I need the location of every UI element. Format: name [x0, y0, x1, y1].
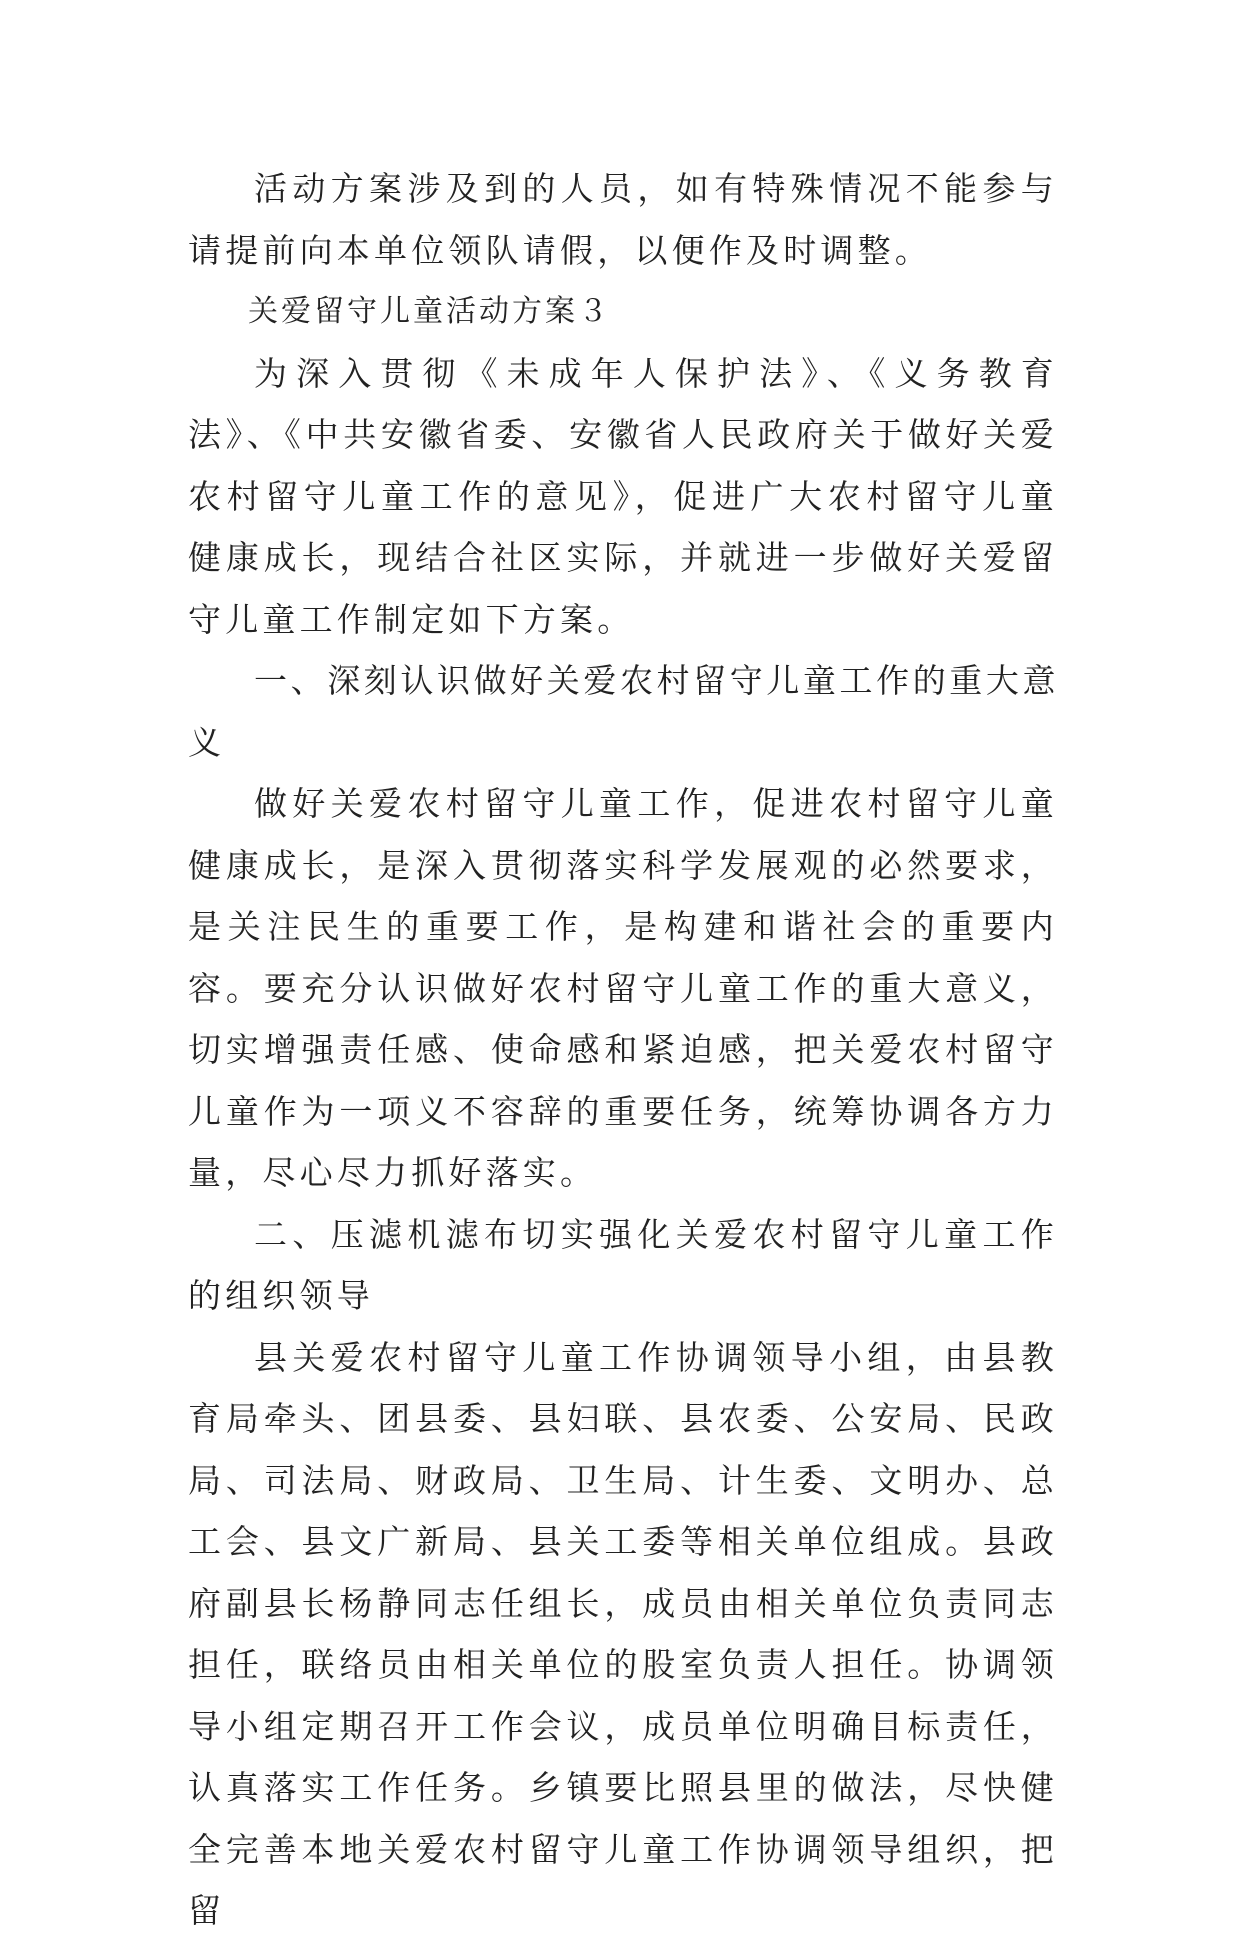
paragraph-intro: 为深入贯彻《未成年人保护法》、《义务教育法》、《中共安徽省委、安徽省人民政府关于做好关爱农村留守儿童工作的意见》，促进广大农村留守儿童健康成长，现结合社区实际，并就进一步做好关爱留守儿童工作制定如下方案。	[188, 353, 1058, 639]
heading-one: 一、深刻认识做好关爱农村留守儿童工作的重大意义	[188, 661, 1058, 762]
section-title: 关爱留守儿童活动方案３	[248, 294, 611, 329]
document-body	[188, 158, 1058, 1942]
paragraph-notice: 活动方案涉及到的人员，如有特殊情况不能参与请提前向本单位领队请假，以便作及时调整。	[188, 169, 1058, 270]
heading-two: 二、压滤机滤布切实强化关爱农村留守儿童工作的组织领导	[188, 1214, 1058, 1315]
paragraph-significance: 做好关爱农村留守儿童工作，促进农村留守儿童健康成长，是深入贯彻落实科学发展观的必然要求，是关注民生的重要工作，是构建和谐社会的重要内容。要充分认识做好农村留守儿童工作的重大意义，切实增强责任感、使命感和紧迫感，把关爱农村留守儿童作为一项义不容辞的重要任务，统筹协调各方力量，尽心尽力抓好落实。	[188, 784, 1058, 1192]
paragraph-organization: 县关爱农村留守儿童工作协调领导小组，由县教育局牵头、团县委、县妇联、县农委、公安局、民政局、司法局、财政局、卫生局、计生委、文明办、总工会、县文广新局、县关工委等相关单位组成。县政府副县长杨静同志任组长，成员由相关单位负责同志担任，联络员由相关单位的股室负责人担任。协调领导小组定期召开工作会议，成员单位明确目标责任，认真落实工作任务。乡镇要比照县里的做法，尽快健全完善本地关爱农村留守儿童工作协调领导组织，把留	[188, 1337, 1058, 1930]
